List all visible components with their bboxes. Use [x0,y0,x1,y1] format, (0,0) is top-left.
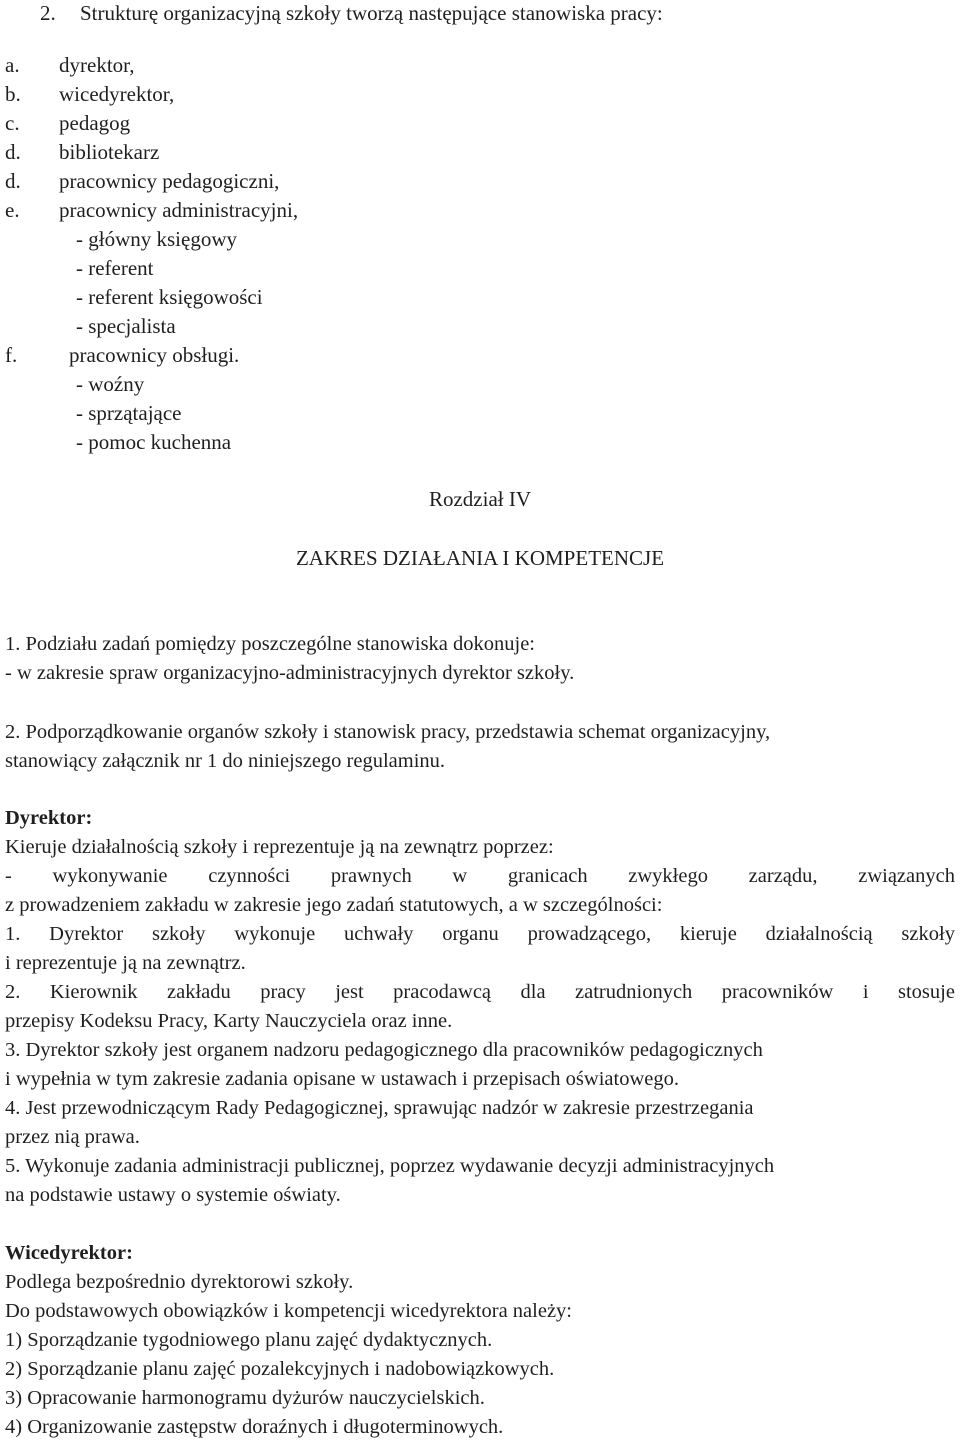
word: kieruje [679,923,737,945]
list-text: wicedyrektor, [59,82,175,106]
list-text: pedagog [59,111,131,135]
list-text: - referent [76,256,154,280]
paragraph-line: Podlega bezpośrednio dyrektorowi szkoły. [5,1271,354,1293]
word: działalnością [765,923,873,945]
list-text: - główny księgowy [76,227,237,251]
word: zakładu [167,981,231,1003]
word: jest [335,981,364,1003]
chapter-subtitle: ZAKRES DZIAŁANIA I KOMPETENCJE [295,546,665,570]
paragraph-line: przez nią prawa. [5,1126,140,1148]
paragraph-line-justified [5,866,955,887]
paragraph-line: na podstawie ustawy o systemie oświaty. [5,1184,341,1206]
list-marker: e. [5,198,20,222]
word: prawnych [330,865,412,887]
word: - [5,865,12,887]
list-text: dyrektor, [59,53,135,77]
dyrektor-heading: Dyrektor: [5,807,93,829]
paragraph-line: 5. Wykonuje zadania administracji publicznej, poprzez wydawanie decyzji administracyjnych [5,1155,775,1177]
list-text: - specjalista [76,314,176,338]
list-marker: d. [5,140,21,164]
paragraph-line-justified [5,924,955,945]
paragraph-line: 1. Podziału zadań pomiędzy poszczególne stanowiska dokonuje: [5,633,536,655]
paragraph-line: 4) Organizowanie zastępstw doraźnych i długoterminowych. [5,1416,504,1438]
paragraph-line: Kieruje działalnością szkoły i reprezentuje ją na zewnątrz poprzez: [5,836,554,858]
list-marker: c. [5,111,20,135]
paragraph-line: 4. Jest przewodniczącym Rady Pedagogicznej, sprawując nadzór w zakresie przestrzegania [5,1097,754,1119]
list-text: pracownicy pedagogiczni, [59,169,280,193]
word: prowadzącego, [527,923,652,945]
paragraph-line: - w zakresie spraw organizacyjno-administracyjnych dyrektor szkoły. [5,662,575,684]
paragraph-line: 3. Dyrektor szkoły jest organem nadzoru pedagogicznego dla pracowników pedagogicznych [5,1039,763,1061]
word: 1. [5,923,21,945]
word: 2. [5,981,21,1003]
word: szkoły [901,923,955,945]
word: wykonywanie [52,865,168,887]
word: i [862,981,869,1003]
word: pracy [260,981,306,1003]
paragraph-line: i wypełnia w tym zakresie zadania opisane w ustawach i przepisach oświatowego. [5,1068,679,1090]
list-text: pracownicy administracyjni, [59,198,299,222]
word: w [452,865,468,887]
word: szkoły [151,923,206,945]
list-text: bibliotekarz [59,140,160,164]
word: uchwały [343,923,414,945]
paragraph-line: 1) Sporządzanie tygodniowego planu zajęć dydaktycznych. [5,1329,493,1351]
word: wykonuje [234,923,316,945]
paragraph-line: 2) Sporządzanie planu zajęć pozalekcyjnych i nadobowiązkowych. [5,1358,555,1380]
word: związanych [858,865,955,887]
word: organu [442,923,499,945]
word: stosuje [898,981,955,1003]
heading-number: 2. [40,1,56,25]
paragraph-line: 3) Opracowanie harmonogramu dyżurów nauczycielskich. [5,1387,485,1409]
word: dla [520,981,546,1003]
list-text: - sprzątające [76,401,182,425]
paragraph-line: i reprezentuje ją na zewnątrz. [5,952,246,974]
list-marker: b. [5,82,21,106]
word: granicach [507,865,588,887]
word: zatrudnionych [575,981,693,1003]
word: pracowników [721,981,834,1003]
list-text: - pomoc kuchenna [76,430,232,454]
list-text: - referent księgowości [76,285,263,309]
word: zwykłego [628,865,708,887]
paragraph-line: z prowadzeniem zakładu w zakresie jego zadań statutowych, a w szczególności: [5,894,663,916]
list-marker: f. [5,343,18,367]
word: pracodawcą [393,981,492,1003]
wicedyrektor-heading: Wicedyrektor: [5,1242,133,1264]
chapter-title: Rozdział IV [428,487,532,511]
list-text: - woźny [76,372,145,396]
list-marker: a. [5,53,20,77]
paragraph-line: przepisy Kodeksu Pracy, Karty Nauczyciela oraz inne. [5,1010,453,1032]
paragraph-line: stanowiący załącznik nr 1 do niniejszego regulaminu. [5,750,446,772]
heading-text: Strukturę organizacyjną szkoły tworzą następujące stanowiska pracy: [80,1,663,25]
paragraph-line: 2. Podporządkowanie organów szkoły i stanowisk pracy, przedstawia schemat organizacyjny, [5,721,771,743]
paragraph-line-justified [5,982,955,1003]
list-text: pracownicy obsługi. [69,343,240,367]
paragraph-line: Do podstawowych obowiązków i kompetencji wicedyrektora należy: [5,1300,572,1322]
word: Kierownik [49,981,138,1003]
list-marker: d. [5,169,21,193]
word: zarządu, [748,865,818,887]
word: czynności [208,865,291,887]
word: Dyrektor [49,923,124,945]
